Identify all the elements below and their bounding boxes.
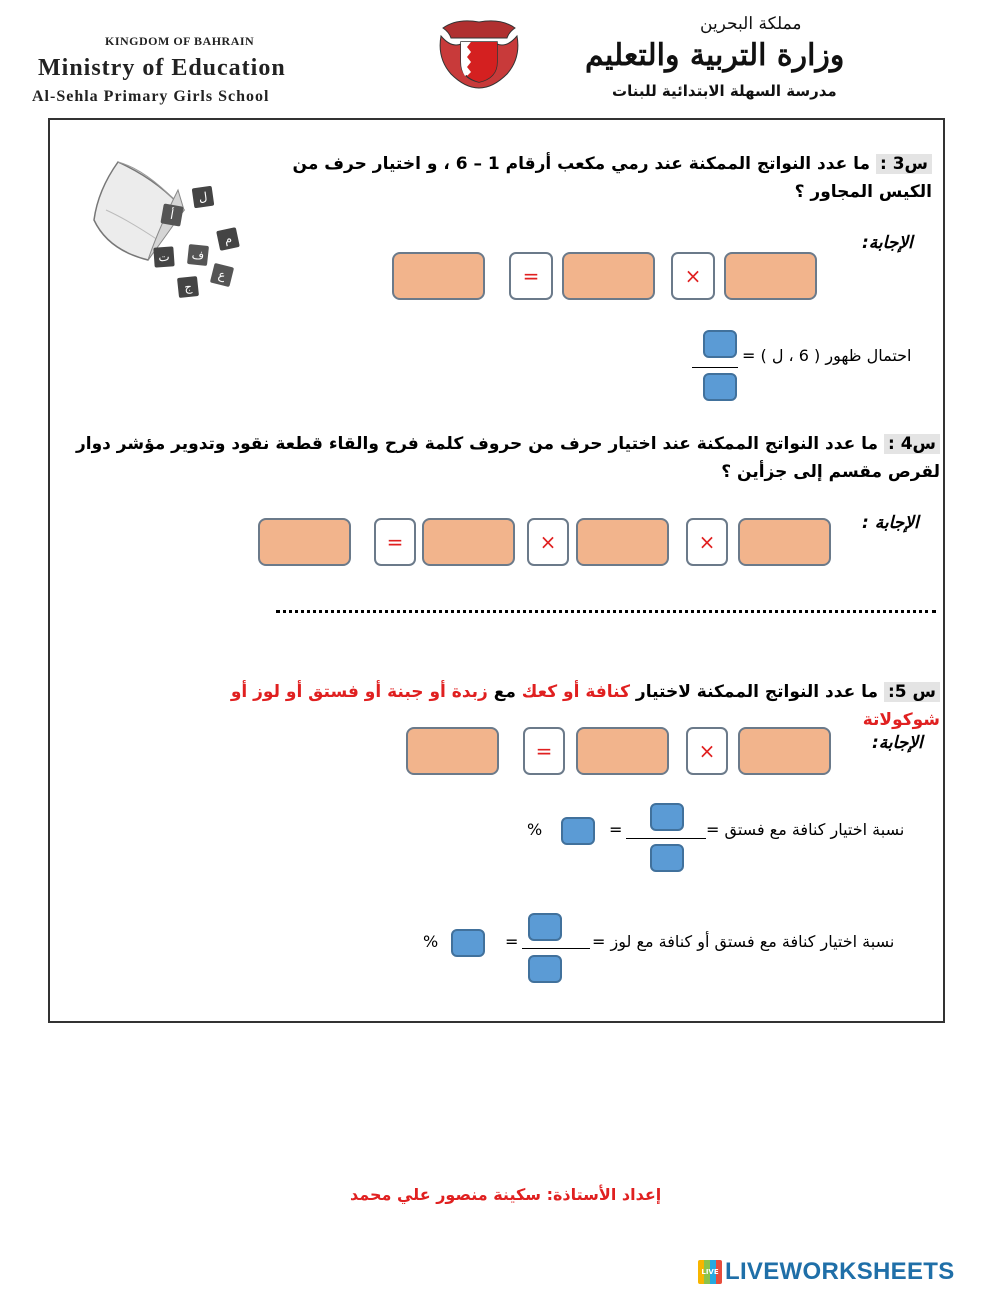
q5-ratio1-percent-box[interactable] (561, 817, 595, 845)
letter-tile: ع (210, 263, 234, 287)
q5-ratio2-numerator[interactable] (528, 913, 562, 941)
letter-tile: ج (177, 276, 199, 298)
q5-ratio2-equals: = (505, 932, 519, 951)
q5-ratio2-percent: % (423, 932, 439, 951)
q5-number: س 5: (884, 682, 940, 702)
q3-fraction-bar (692, 367, 738, 368)
header-school: Al-Sehla Primary Girls School (32, 88, 270, 105)
q5-ratio1-denominator[interactable] (650, 844, 684, 872)
q4-equals-sign: = (374, 518, 416, 566)
brand-mark-text: LIVE (698, 1260, 722, 1284)
q3-equals-sign: = (509, 252, 553, 300)
q5-times-sign: × (686, 727, 728, 775)
liveworksheets-logo (698, 1258, 955, 1286)
q3-probability-label: احتمال ظهور ( 6 ، ل ) = (742, 346, 912, 365)
q4-answer-label: الإجابة : (862, 513, 919, 533)
q4-answer-box-3[interactable] (422, 518, 515, 566)
header-ministry: Ministry of Education (38, 55, 286, 81)
q5-answer-box-1[interactable] (738, 727, 831, 775)
q3-result-box[interactable] (392, 252, 485, 300)
letter-tiles (150, 185, 250, 305)
q5-ratio1-label: نسبة اختيار كنافة مع فستق = (706, 820, 905, 839)
q5-equals-sign: = (523, 727, 565, 775)
q5-ratio2-denominator[interactable] (528, 955, 562, 983)
emblem-icon (437, 18, 521, 90)
q5-answer-label: الإجابة: (872, 733, 923, 753)
letter-tile: أ (160, 203, 183, 226)
q5-result-box[interactable] (406, 727, 499, 775)
letter-tile: م (216, 227, 240, 251)
q5-answer-box-2[interactable] (576, 727, 669, 775)
q4-times-sign-2: × (527, 518, 569, 566)
q5-ratio2-percent-box[interactable] (451, 929, 485, 957)
q3-prob-numerator[interactable] (703, 330, 737, 358)
author-credit: إعداد الأستاذة: سكينة منصور علي محمد (350, 1185, 662, 1204)
q5-text-a: ما عدد النواتج الممكنة لاختيار (635, 682, 879, 702)
dotted-divider (276, 610, 936, 613)
q5-ratio1-numerator[interactable] (650, 803, 684, 831)
q5-text-b: كنافة أو كعك (521, 682, 630, 702)
q5-ratio1-percent: % (527, 820, 543, 839)
header-ar-ministry: وزارة التربية والتعليم (585, 38, 845, 73)
q3-answer-box-1[interactable] (724, 252, 817, 300)
q4-answer-box-2[interactable] (576, 518, 669, 566)
q5-ratio2-fraction-bar (522, 948, 590, 949)
letter-tile: ت (153, 246, 174, 267)
q3-times-sign: × (671, 252, 715, 300)
header-ar-kingdom: مملكة البحرين (700, 14, 802, 34)
q3-prob-denominator[interactable] (703, 373, 737, 401)
q4-answer-box-1[interactable] (738, 518, 831, 566)
q4-times-sign-1: × (686, 518, 728, 566)
q3-answer-label: الإجابة: (862, 233, 913, 253)
q3-question (270, 150, 932, 206)
letter-tile: ف (187, 244, 209, 266)
q4-result-box[interactable] (258, 518, 351, 566)
letter-tile: ل (192, 186, 215, 209)
q5-ratio2-label: نسبة اختيار كنافة مع فستق أو كنافة مع لوز = (592, 932, 895, 951)
q3-answer-box-2[interactable] (562, 252, 655, 300)
header-kingdom: KINGDOM OF BAHRAIN (105, 34, 255, 48)
q4-number: س4 : (884, 434, 940, 454)
q5-ratio1-fraction-bar (626, 838, 706, 839)
q4-question (62, 430, 940, 486)
q3-number: س3 : (876, 154, 932, 174)
q5-question (180, 678, 940, 734)
header-ar-school: مدرسة السهلة الابتدائية للبنات (612, 82, 837, 100)
q4-text: ما عدد النواتج الممكنة عند اختيار حرف من حروف كلمة فرح والقاء قطعة نقود وتدوير مؤشر دوار لقرص مقسم إلى جزأين ؟ (75, 434, 940, 482)
bahrain-emblem (437, 18, 521, 90)
q5-ratio1-equals: = (609, 820, 623, 839)
q5-text-c: مع (493, 682, 516, 702)
q5-text-d: زبدة أو جبنة أو فستق أو لوز أو شوكولاتة (230, 682, 940, 730)
q3-text: ما عدد النواتج الممكنة عند رمي مكعب أرقام 1 – 6 ، و اختيار حرف من الكيس المجاور ؟ (292, 154, 932, 202)
brand-mark-icon (698, 1260, 722, 1284)
brand-name: LIVEWORKSHEETS (725, 1258, 955, 1285)
